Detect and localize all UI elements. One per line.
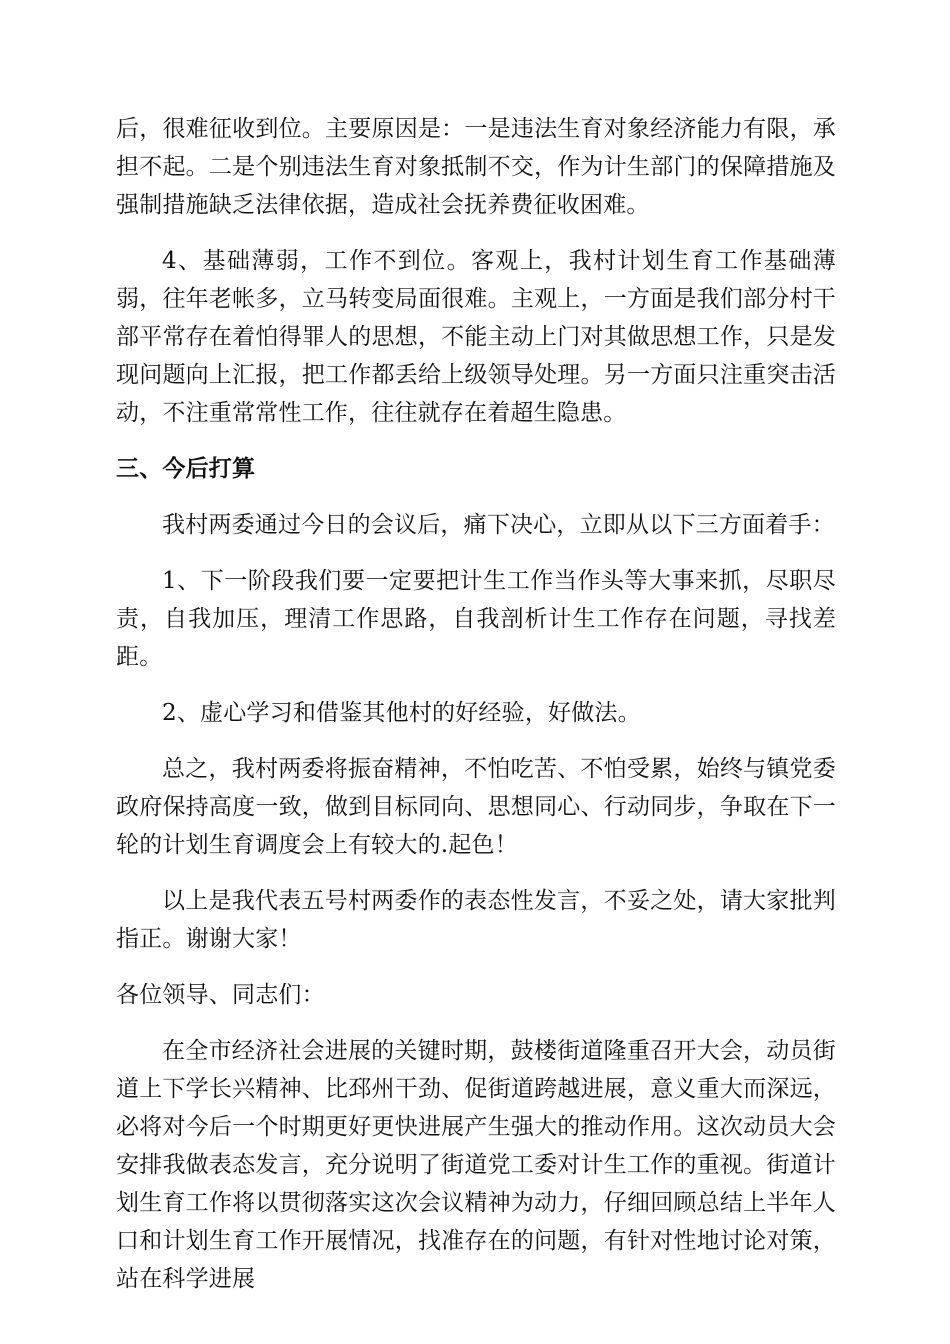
- paragraph-salutation: 各位领导、同志们：: [116, 982, 325, 1008]
- section-heading-future-plans: 三、今后打算: [116, 455, 256, 482]
- paragraph-penalty-collection: 后，很难征收到位。主要原因是：一是违法生育对象经济能力有限，承担不起。二是个别违法生育对象抵制不交，作为计生部门的保障措施及强制措施缺乏法律依据，造成社会抚养费征收困难。: [116, 116, 836, 218]
- paragraph-plan-item-1: 1、下一阶段我们要一定要把计生工作当作头等大事来抓，尽职尽责，自我加压，理清工作思路，自我剖析计生工作存在问题，寻找差距。: [116, 568, 836, 670]
- paragraph-plan-item-2: 2、虚心学习和借鉴其他村的好经验，好做法。: [162, 700, 641, 726]
- paragraph-resolution: 我村两委通过今日的会议后，痛下决心，立即从以下三方面着手：: [162, 512, 835, 538]
- document-page: [116, 110, 836, 1298]
- paragraph-second-speech: 在全市经济社会进展的关键时期，鼓楼街道隆重召开大会，动员街道上下学长兴精神、比邳州干劲、促街道跨越进展，意义重大而深远，必将对今后一个时期更好更快进展产生强大的推动作用。这次动员大会安排我做表态发言，充分说明了街道党工委对计生工作的重视。街道计划生育工作将以贯彻落实这次会议精神为动力，仔细回顾总结上半年人口和计划生育工作开展情况，找准存在的问题，有针对性地讨论对策，站在科学进展: [116, 1038, 836, 1292]
- paragraph-summary: 总之，我村两委将振奋精神，不怕吃苦、不怕受累，始终与镇党委政府保持高度一致，做到目标同向、思想同心、行动同步，争取在下一轮的计划生育调度会上有较大的.起色！: [116, 756, 836, 858]
- paragraph-closing: 以上是我代表五号村两委作的表态性发言，不妥之处，请大家批判指正。谢谢大家！: [116, 888, 836, 952]
- paragraph-weak-foundation: 4、基础薄弱，工作不到位。客观上，我村计划生育工作基础薄弱，往年老帐多，立马转变局面很难。主观上，一方面是我们部分村干部平常存在着怕得罪人的思想，不能主动上门对其做思想工作，只是发现问题向上汇报，把工作都丢给上级领导处理。另一方面只注重突击活动，不注重常常性工作，往往就存在着超生隐患。: [116, 248, 836, 426]
